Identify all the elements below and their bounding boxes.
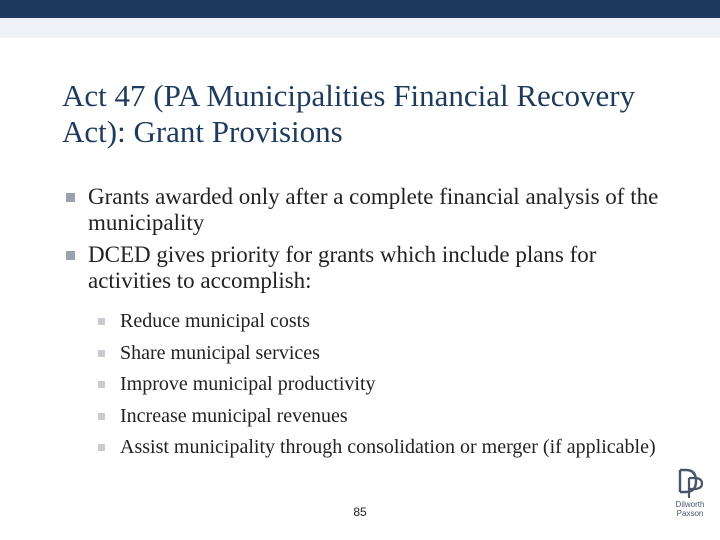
sub-bullet-item: [94, 309, 674, 334]
header-strip: [0, 18, 720, 38]
bullet-item: [62, 242, 662, 294]
sub-bullet-list: [94, 309, 674, 467]
sub-bullet-item: [94, 341, 674, 366]
dilworth-paxson-logo: [664, 466, 716, 524]
square-bullet-icon: [66, 251, 75, 260]
sub-bullet-item: [94, 435, 674, 460]
dp-monogram-icon: [676, 466, 704, 500]
sub-bullet-text: Reduce municipal costs: [120, 310, 310, 332]
square-bullet-icon: [98, 350, 105, 357]
square-bullet-icon: [98, 381, 105, 388]
sub-bullet-text: Assist municipality through consolidation or merger (if applicable): [120, 436, 656, 458]
logo-text-line2: Paxson: [676, 509, 704, 518]
slide-title: Act 47 (PA Municipalities Financial Recovery Act): Grant Provisions: [62, 78, 636, 149]
bullet-list: [62, 184, 662, 300]
bullet-text: DCED gives priority for grants which include plans for activities to accomplish:: [88, 242, 597, 293]
logo-text-line1: Dilworth: [675, 500, 705, 509]
sub-bullet-text: Share municipal services: [120, 341, 320, 364]
square-bullet-icon: [66, 193, 75, 202]
square-bullet-icon: [98, 318, 105, 325]
bullet-text: Grants awarded only after a complete financial analysis of the municipality: [88, 184, 659, 235]
page-number: 85: [353, 505, 367, 519]
square-bullet-icon: [98, 444, 105, 451]
square-bullet-icon: [98, 413, 105, 420]
sub-bullet-text: Improve municipal productivity: [120, 373, 376, 395]
bullet-item: [62, 184, 662, 236]
sub-bullet-item: [94, 372, 674, 397]
top-header-bar: [0, 0, 720, 18]
sub-bullet-text: Increase municipal revenues: [120, 404, 348, 427]
sub-bullet-item: [94, 404, 674, 429]
